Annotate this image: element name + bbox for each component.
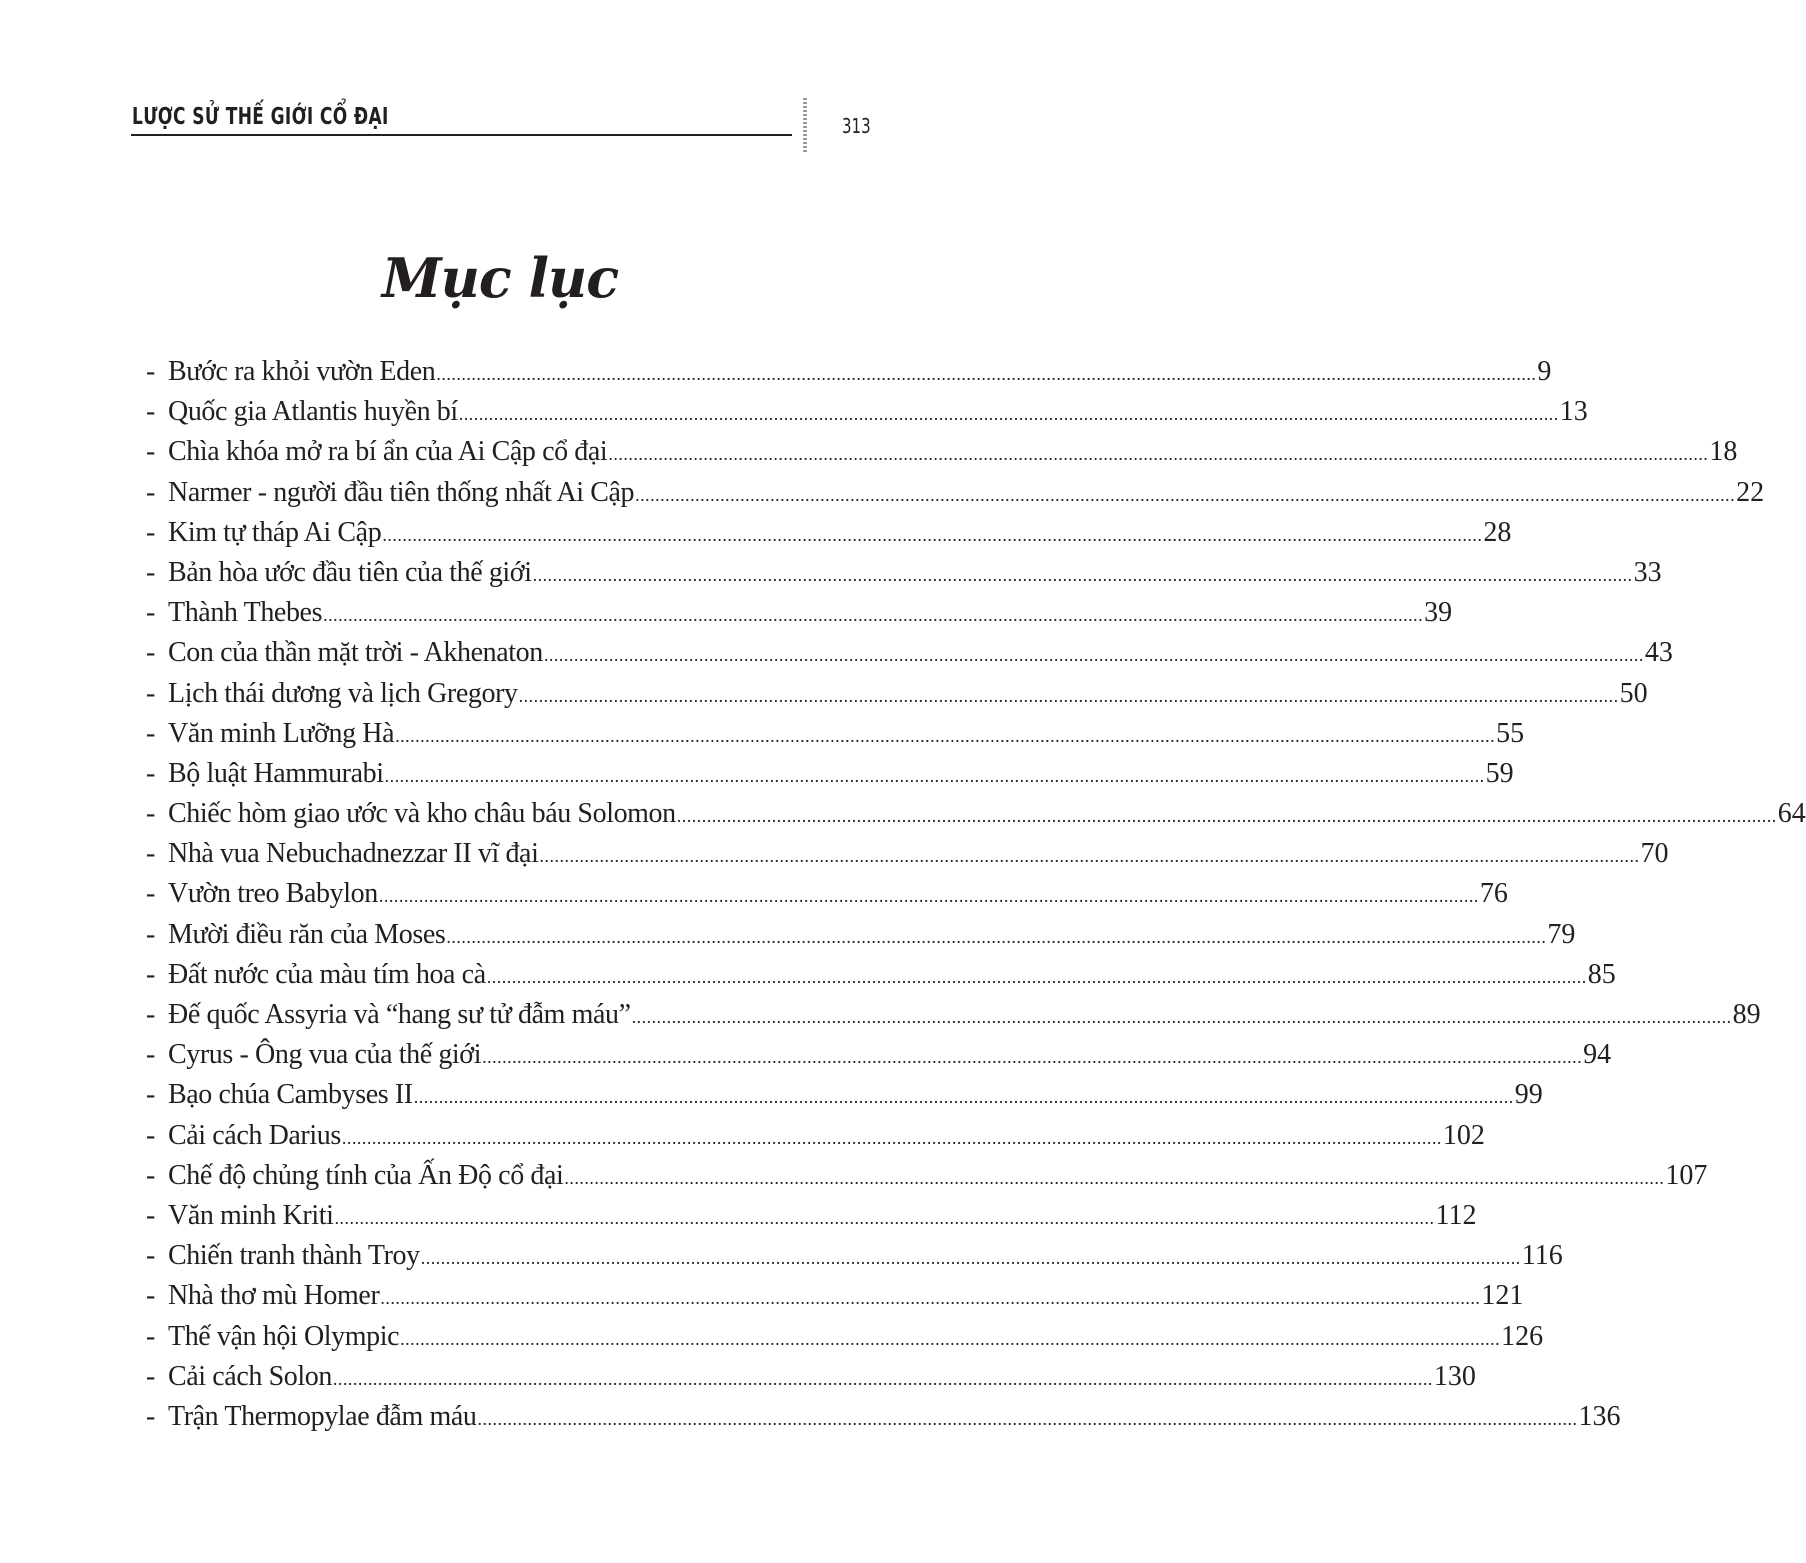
toc-entry-title: Đất nước của màu tím hoa cà bbox=[168, 958, 486, 990]
toc-dot-leader: ............................................................................................................................................................................................................................ bbox=[564, 1167, 1665, 1188]
toc-entry-title: Cải cách Solon bbox=[168, 1360, 332, 1392]
toc-dot-leader: ............................................................................................................................................................................................................................ bbox=[413, 1087, 1514, 1108]
toc-entry-page: 28 bbox=[1483, 516, 1512, 548]
toc-entry-dash: - bbox=[146, 999, 156, 1030]
toc-entry[interactable] bbox=[146, 995, 1761, 1035]
toc-entry-dash: - bbox=[146, 396, 156, 428]
toc-entry-page: 99 bbox=[1514, 1079, 1543, 1111]
toc-dot-leader: ............................................................................................................................................................................................................................ bbox=[420, 1248, 1521, 1269]
toc-entry-page: 136 bbox=[1578, 1400, 1621, 1432]
toc-entry[interactable] bbox=[146, 1276, 1524, 1316]
toc-entry-page: 102 bbox=[1442, 1119, 1485, 1151]
toc-entry-dash: - bbox=[146, 1360, 156, 1392]
toc-entry-page: 121 bbox=[1481, 1280, 1524, 1312]
toc-dot-leader: ............................................................................................................................................................................................................................ bbox=[446, 926, 1547, 947]
toc-entry[interactable] bbox=[146, 1357, 1476, 1397]
toc-dot-leader: ............................................................................................................................................................................................................................ bbox=[608, 444, 1709, 465]
toc-entry-dash: - bbox=[146, 436, 156, 468]
toc-entry-dash: - bbox=[146, 757, 156, 789]
toc-entry-title: Lịch thái dương và lịch Gregory bbox=[168, 677, 518, 709]
toc-entry-dash: - bbox=[146, 838, 156, 870]
toc-dot-leader: ............................................................................................................................................................................................................................ bbox=[631, 1007, 1732, 1027]
toc-entry-title: Bộ luật Hammurabi bbox=[168, 757, 384, 789]
toc-entry-dash: - bbox=[146, 717, 156, 749]
toc-heading: Mục lục bbox=[381, 246, 619, 310]
toc-entry-page: 33 bbox=[1633, 556, 1662, 588]
toc-entry-title: Bước ra khỏi vườn Eden bbox=[168, 356, 436, 387]
toc-entry-page: 76 bbox=[1479, 878, 1508, 910]
toc-dot-leader: ............................................................................................................................................................................................................................ bbox=[332, 1368, 1433, 1389]
toc-entry-page: 85 bbox=[1587, 958, 1616, 990]
toc-entry-dash: - bbox=[146, 1400, 156, 1432]
toc-entry-title: Trận Thermopylae đẫm máu bbox=[168, 1400, 477, 1432]
toc-entry[interactable] bbox=[146, 834, 1669, 874]
toc-entry-page: 59 bbox=[1485, 757, 1514, 789]
toc-entry-page: 43 bbox=[1644, 637, 1673, 669]
toc-entry[interactable] bbox=[146, 473, 1765, 513]
toc-entry[interactable] bbox=[146, 1196, 1477, 1236]
toc-entry-page: 39 bbox=[1424, 597, 1453, 629]
toc-entry[interactable] bbox=[146, 633, 1673, 673]
toc-entry-dash: - bbox=[146, 1240, 156, 1272]
toc-entry-page: 112 bbox=[1435, 1199, 1477, 1231]
toc-dot-leader: ............................................................................................................................................................................................................................ bbox=[539, 846, 1640, 867]
toc-entry[interactable] bbox=[146, 1156, 1708, 1196]
toc-entry-title: Cyrus - Ông vua của thế giới bbox=[168, 1039, 482, 1071]
toc-entry[interactable] bbox=[146, 352, 1552, 392]
toc-entry[interactable] bbox=[146, 392, 1588, 432]
toc-entry-page: 22 bbox=[1736, 476, 1765, 508]
toc-entry-title: Chìa khóa mở ra bí ẩn của Ai Cập cổ đại bbox=[168, 436, 608, 468]
toc-entry[interactable] bbox=[146, 513, 1512, 553]
toc-entry-page: 89 bbox=[1732, 999, 1761, 1030]
toc-entry-dash: - bbox=[146, 356, 156, 387]
toc-entry-dash: - bbox=[146, 516, 156, 548]
toc-entry-title: Thành Thebes bbox=[168, 597, 323, 629]
toc-dot-leader: ............................................................................................................................................................................................................................ bbox=[486, 966, 1587, 987]
toc-entry-dash: - bbox=[146, 958, 156, 990]
toc-entry[interactable] bbox=[146, 674, 1648, 714]
toc-entry-title: Chiếc hòm giao ước và kho châu báu Solomon bbox=[168, 798, 676, 830]
toc-entry-title: Cải cách Darius bbox=[168, 1119, 341, 1151]
toc-entry-title: Bản hòa ước đầu tiên của thế giới bbox=[168, 556, 532, 588]
toc-dot-leader: ............................................................................................................................................................................................................................ bbox=[334, 1207, 1435, 1228]
page-number: 313 bbox=[842, 114, 871, 138]
toc-entry-title: Mười điều răn của Moses bbox=[168, 918, 446, 950]
toc-entry-page: 79 bbox=[1547, 918, 1576, 950]
toc-entry-dash: - bbox=[146, 878, 156, 910]
toc-entry-dash: - bbox=[146, 1079, 156, 1111]
toc-entry-title: Nhà vua Nebuchadnezzar II vĩ đại bbox=[168, 838, 539, 870]
toc-entry-page: 9 bbox=[1537, 356, 1552, 387]
toc-entry-page: 64 bbox=[1777, 798, 1806, 830]
toc-entry-title: Chiến tranh thành Troy bbox=[168, 1240, 420, 1272]
toc-entry[interactable] bbox=[146, 794, 1806, 834]
header-rule bbox=[131, 134, 792, 136]
toc-dot-leader: ............................................................................................................................................................................................................................ bbox=[323, 605, 1424, 626]
toc-entry-dash: - bbox=[146, 597, 156, 629]
running-header-title: LƯỢC SỬ THẾ GIỚI CỔ ĐẠI bbox=[132, 104, 389, 130]
toc-entry-dash: - bbox=[146, 637, 156, 669]
toc-entry[interactable] bbox=[146, 1035, 1612, 1075]
spine-dotted-line bbox=[803, 98, 807, 152]
toc-entry-dash: - bbox=[146, 1119, 156, 1151]
toc-entry[interactable] bbox=[146, 553, 1662, 593]
toc-dot-leader: ............................................................................................................................................................................................................................ bbox=[458, 404, 1559, 425]
toc-entry-title: Văn minh Kriti bbox=[168, 1199, 334, 1231]
toc-dot-leader: ............................................................................................................................................................................................................................ bbox=[635, 484, 1736, 505]
toc-entry-page: 70 bbox=[1640, 838, 1669, 870]
toc-entry[interactable] bbox=[146, 915, 1576, 955]
toc-dot-leader: ............................................................................................................................................................................................................................ bbox=[380, 1288, 1481, 1309]
toc-entry-dash: - bbox=[146, 677, 156, 709]
toc-entry-title: Quốc gia Atlantis huyền bí bbox=[168, 396, 458, 428]
toc-entry[interactable] bbox=[146, 1397, 1621, 1437]
toc-dot-leader: ............................................................................................................................................................................................................................ bbox=[341, 1127, 1442, 1148]
toc-entry-title: Thế vận hội Olympic bbox=[168, 1320, 400, 1352]
toc-entry-dash: - bbox=[146, 556, 156, 588]
toc-entry[interactable] bbox=[146, 754, 1514, 794]
toc-dot-leader: ............................................................................................................................................................................................................................ bbox=[543, 645, 1644, 666]
toc-entry-title: Vườn treo Babylon bbox=[168, 878, 378, 910]
toc-entry-dash: - bbox=[146, 476, 156, 508]
toc-entry[interactable] bbox=[146, 1075, 1543, 1115]
toc-dot-leader: ............................................................................................................................................................................................................................ bbox=[482, 1047, 1583, 1068]
toc-dot-leader: ............................................................................................................................................................................................................................ bbox=[378, 886, 1479, 907]
toc-entry-dash: - bbox=[146, 1320, 156, 1352]
toc-entry-page: 13 bbox=[1559, 396, 1588, 428]
toc-entry-page: 18 bbox=[1709, 436, 1738, 468]
toc-entry[interactable] bbox=[146, 1317, 1544, 1357]
toc-entry-title: Chế độ chủng tính của Ấn Độ cổ đại bbox=[168, 1159, 564, 1191]
toc-entry[interactable] bbox=[146, 1236, 1563, 1276]
toc-entry[interactable] bbox=[146, 1116, 1485, 1156]
toc-entry-page: 130 bbox=[1433, 1360, 1476, 1392]
toc-entry-title: Con của thần mặt trời - Akhenaton bbox=[168, 637, 543, 669]
toc-entry-dash: - bbox=[146, 1199, 156, 1231]
toc-entry-dash: - bbox=[146, 1159, 156, 1191]
toc-entry-title: Kim tự tháp Ai Cập bbox=[168, 516, 382, 548]
toc-dot-leader: ............................................................................................................................................................................................................................ bbox=[400, 1328, 1501, 1349]
toc-entry-page: 50 bbox=[1619, 677, 1648, 709]
toc-entry-title: Văn minh Lưỡng Hà bbox=[168, 717, 395, 749]
toc-entry[interactable] bbox=[146, 593, 1453, 633]
toc-dot-leader: ............................................................................................................................................................................................................................ bbox=[382, 524, 1483, 545]
toc-dot-leader: ............................................................................................................................................................................................................................ bbox=[384, 765, 1485, 786]
toc-entry-page: 55 bbox=[1496, 717, 1525, 749]
toc-entry-page: 107 bbox=[1665, 1159, 1708, 1191]
toc-dot-leader: ............................................................................................................................................................................................................................ bbox=[518, 685, 1619, 706]
toc-dot-leader: ............................................................................................................................................................................................................................ bbox=[532, 564, 1633, 585]
toc-entry-dash: - bbox=[146, 798, 156, 830]
toc-entry-title: Nhà thơ mù Homer bbox=[168, 1280, 380, 1312]
toc-entry-dash: - bbox=[146, 918, 156, 950]
toc-entry[interactable] bbox=[146, 955, 1616, 995]
toc-entry-page: 126 bbox=[1501, 1320, 1544, 1352]
toc-dot-leader: ............................................................................................................................................................................................................................ bbox=[676, 806, 1777, 827]
toc-entry-title: Narmer - người đầu tiên thống nhất Ai Cập bbox=[168, 476, 635, 508]
toc-entry[interactable] bbox=[146, 714, 1525, 754]
toc-entry-page: 116 bbox=[1521, 1240, 1563, 1272]
toc-entry-title: Bạo chúa Cambyses II bbox=[168, 1079, 413, 1111]
toc-entry-page: 94 bbox=[1583, 1039, 1612, 1071]
toc-dot-leader: ............................................................................................................................................................................................................................ bbox=[395, 725, 1496, 746]
toc-dot-leader: ............................................................................................................................................................................................................................ bbox=[477, 1408, 1578, 1429]
toc-dot-leader: ............................................................................................................................................................................................................................ bbox=[436, 364, 1537, 384]
toc-entry[interactable] bbox=[146, 432, 1738, 472]
toc-entry-title: Đế quốc Assyria và “hang sư tử đẫm máu” bbox=[168, 999, 631, 1030]
toc-entry[interactable] bbox=[146, 874, 1508, 914]
toc-list bbox=[146, 352, 1806, 1437]
toc-entry-dash: - bbox=[146, 1039, 156, 1071]
toc-entry-dash: - bbox=[146, 1280, 156, 1312]
